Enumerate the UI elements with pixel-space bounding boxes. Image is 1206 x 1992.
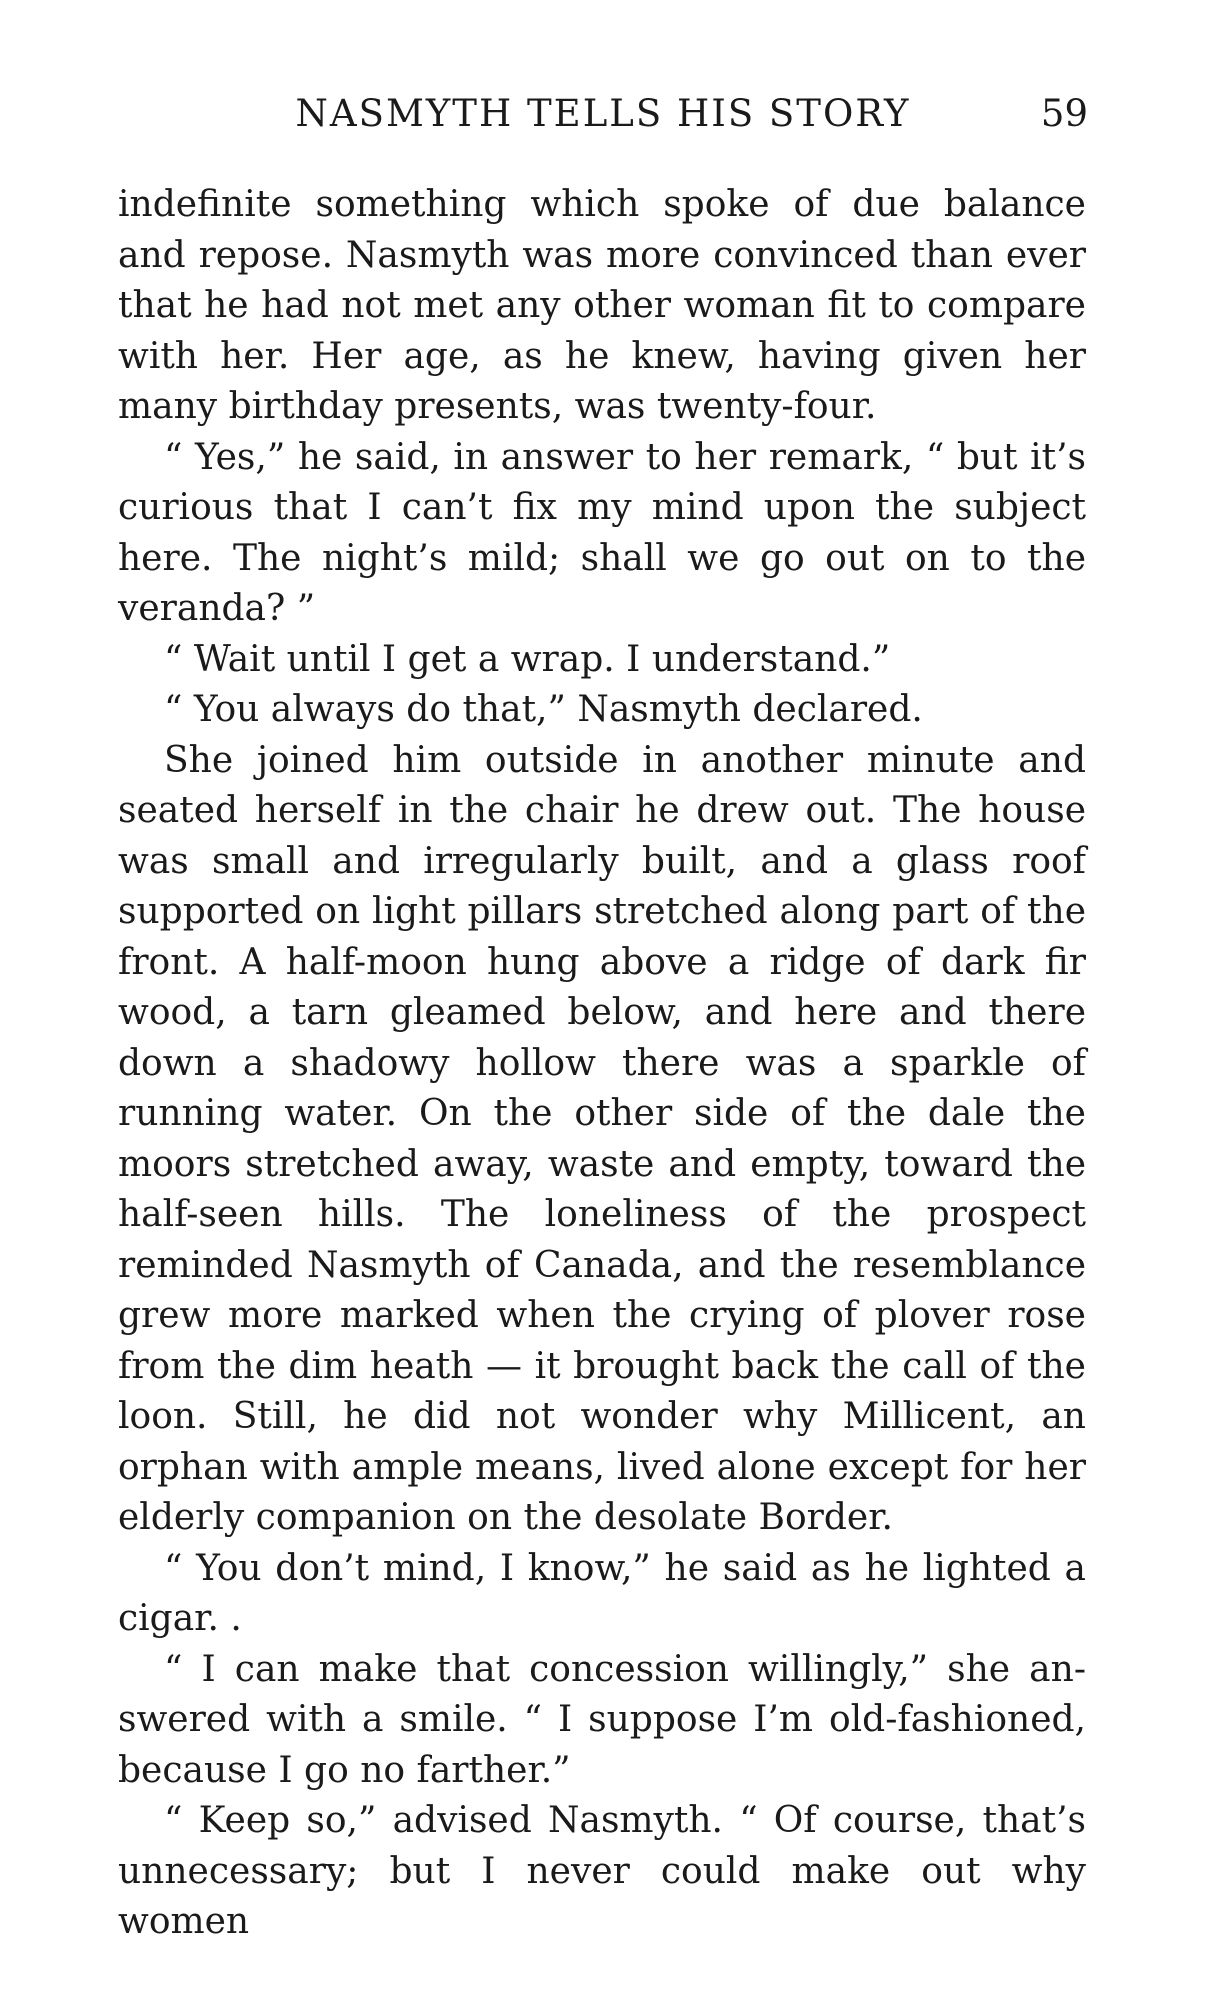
paragraph: “ You always do that,” Nasmyth declared. (164, 689, 923, 730)
paragraph: indefinite something which spoke of due balance and repose. Nasmyth was more convinced than ever that he had not met any other woman fit to compare with her. Her age, as he knew, having given her many birthday presents, was twenty-four. (118, 184, 1086, 427)
paragraph: She joined him outside in another minute and seated herself in the chair he drew out. The house was small and irregularly built, and a glass roof supported on light pillars stretched along part of the front. A half-moon hung above a ridge of dark fir wood, a tarn gleamed below, and here and there down a shadowy hollow there was a sparkle of running water. On the other side of the dale the moors stretched away, waste and empty, toward the half-seen hills. The loneliness of the prospect reminded Nasmyth of Canada, and the resemblance grew more marked when the crying of plover rose from the dim heath — it brought back the call of the loon. Still, he did not wonder why Millicent, an orphan with ample means, lived alone except for her elderly companion on the desolate Border. (118, 739, 1086, 1538)
paragraph: “ You don’t mind, I know,” he said as he lighted a cigar. . (118, 1547, 1086, 1639)
paragraph: “ Yes,” he said, in answer to her remark, “ but it’s curious that I can’t fix my mind upon the subject here. The night’s mild; shall we go out on to the veranda? ” (118, 436, 1086, 629)
paragraph: “ I can make that concession willingly,” she answered with a smile. “ I suppose I’m old-fashioned, because I go no farther.” (118, 1648, 1086, 1791)
page-number: 59 (1040, 92, 1088, 135)
running-head (118, 86, 1088, 142)
paragraph: “ Wait until I get a wrap. I understand.” (164, 638, 891, 680)
paragraph: “ Keep so,” advised Nasmyth. “ Of course, that’s unnecessary; but I never could make out why women (118, 1800, 1086, 1942)
body-text (118, 180, 1086, 1948)
running-title: NASMYTH TELLS HIS STORY (295, 92, 911, 135)
